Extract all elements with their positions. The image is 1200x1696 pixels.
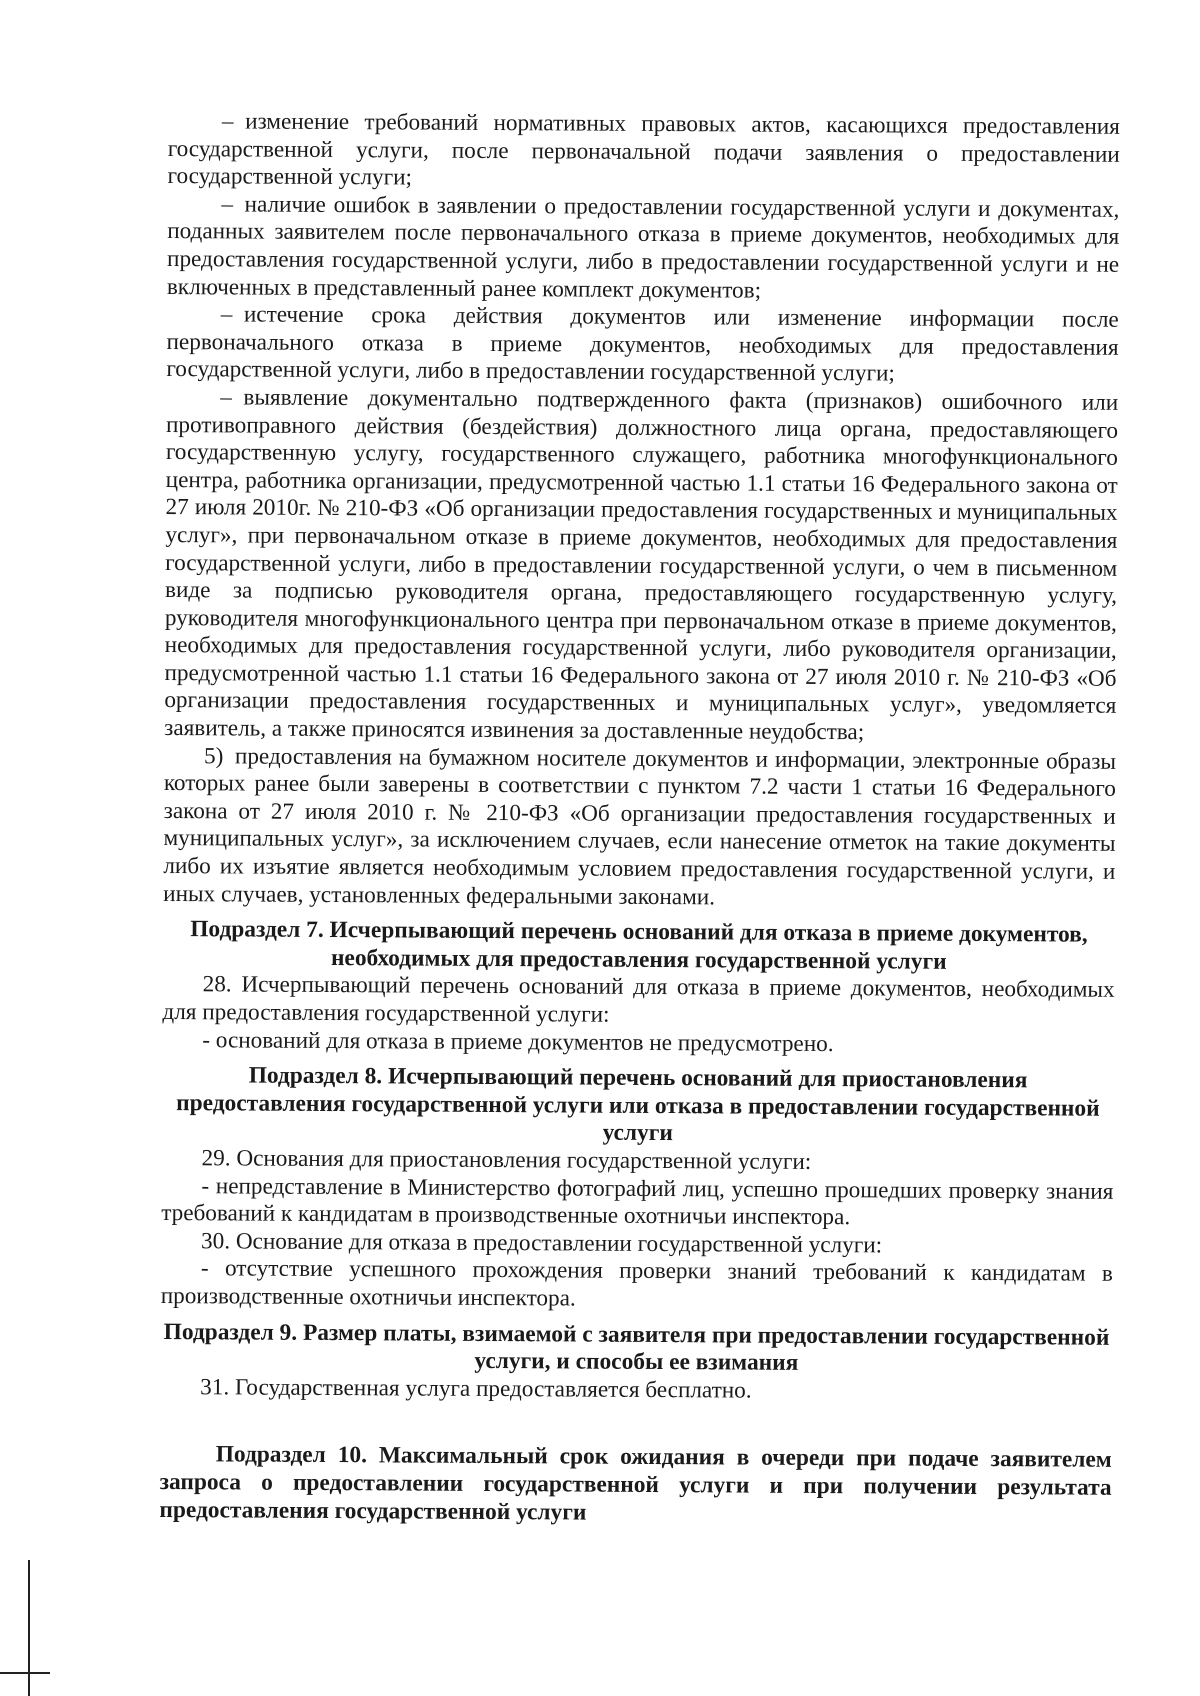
list-item-paper-documents: 5) предоставления на бумажном носителе документов и информации, электронные образы которых ранее были заверены в соответствии с пунктом 7.2 части 1 статьи 16 Федерального закона от 27 июля 2010 г. № 210-ФЗ «Об организации предоставления государственных и муниципальных услуг», за исключением случаев, если нанесение отметок на такие документы либо их изъятие является необходимым условием предоставления государственной услуги, и иных случаев, установленных федеральными законами. <box>163 742 1117 910</box>
scan-edge-mark-vertical <box>28 1560 30 1696</box>
list-item-change-of-requirements: – изменение требований нормативных правовых актов, касающихся предоставления государственной услуги, после первоначальной подачи заявления о предоставлении государственной услуги; <box>167 108 1120 191</box>
clause-28-item: - оснований для отказа в приеме документов не предусмотрено. <box>202 1026 834 1057</box>
document-body <box>159 108 1120 1530</box>
clause-30: 30. Основание для отказа в предоставлении государственной услуги: <box>201 1227 883 1259</box>
list-item-document-expiry: – истечение срока действия документов или изменение информации после первоначального отказа в приеме документов, необходимых для предоставления государственной услуги, либо в предоставлении государственной услуги; <box>166 301 1119 387</box>
section-8-heading: Подраздел 8. Исчерпывающий перечень оснований для приостановления предоставления государственной услуги или отказа в предоставлении государственной услуги <box>176 1062 1100 1147</box>
clause-29: 29. Основания для приостановления государственной услуги: <box>201 1145 812 1175</box>
clause-30-item: - отсутствие успешного прохождения проверки знаний требований к кандидатам в производственные охотничьи инспектора. <box>160 1255 1113 1312</box>
scan-edge-mark-horizontal <box>0 1672 50 1674</box>
clause-31: 31. Государственная услуга предоставляется бесплатно. <box>200 1373 752 1404</box>
list-item-errors-in-application: – наличие ошибок в заявлении о предоставлении государственной услуги и документах, поданных заявителем после первоначального отказа в приеме документов, необходимых для предоставления государственной услуги, либо в предоставлении государственной услуги и не включенных в представленный ранее комплект документов; <box>166 191 1120 304</box>
section-10-heading: Подраздел 10. Максимальный срок ожидания в очереди при подаче заявителем запроса о предоставлении государственной услуги и при получении результата предоставления государственной услуги <box>159 1441 1112 1526</box>
clause-29-item: - непредставление в Министерство фотографий лиц, успешно прошедших проверку знания требований к кандидатам в производственные охотничьи инспектора. <box>161 1172 1114 1231</box>
clause-28: 28. Исчерпывающий перечень оснований для отказа в приеме документов, необходимых для предоставления государственной услуги: <box>162 971 1115 1028</box>
list-item-erroneous-action: – выявление документально подтвержденного факта (признаков) ошибочного или противоправного действия (бездействия) должностного лица органа, предоставляющего государственную услугу, государственного служащего, работника многофункционального центра, работника организации, предусмотренной частью 1.1 статьи 16 Федерального закона от 27 июля 2010г. № 210-ФЗ «Об организации предоставления государственных и муниципальных услуг», при первоначальном отказе в приеме документов, необходимых для предоставления государственной услуги, либо в предоставлении государственной услуги, о чем в письменном виде за подписью руководителя органа, предоставляющего государственную услугу, руководителя многофункционального центра при первоначальном отказе в приеме документов, необходимых для предоставления государственной услуги, либо руководителя организации, предусмотренной частью 1.1 статьи 16 Федерального закона от 27 июля 2010 г. № 210-ФЗ «Об организации предоставления государственных и муниципальных услуг», уведомляется заявитель, а также приносятся извинения за доставленные неудобства; <box>164 384 1119 746</box>
section-7-heading: Подраздел 7. Исчерпывающий перечень оснований для отказа в приеме документов, необходимых для предоставления государственной услуги <box>190 916 1088 975</box>
section-9-heading: Подраздел 9. Размер платы, взимаемой с заявителя при предоставлении государственной услуги, и способы ее взимания <box>163 1318 1110 1376</box>
